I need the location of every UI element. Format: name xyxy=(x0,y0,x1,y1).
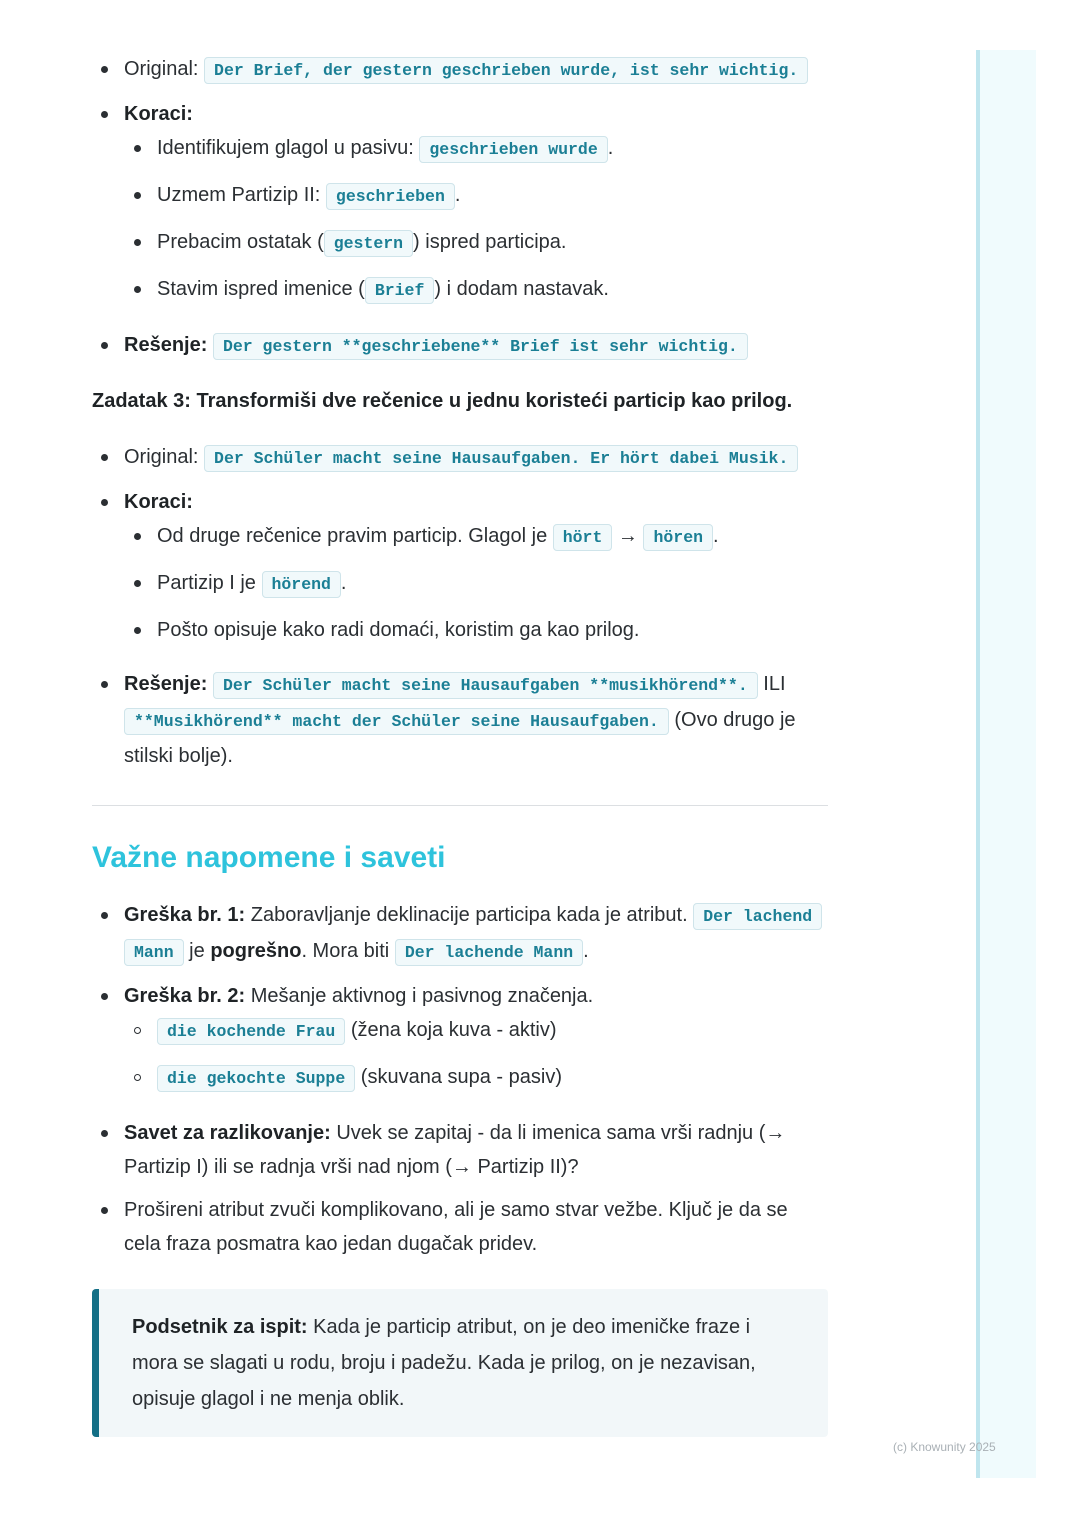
error-2 xyxy=(92,979,828,1096)
code-snippet: Der lachende Mann xyxy=(395,939,583,966)
step-text: Prebacim ostatak ( xyxy=(157,231,324,253)
list-item: Od druge rečenice pravim particip. Glagol je hört → hören . xyxy=(124,519,828,555)
code-snippet: Der Schüler macht seine Hausaufgaben **musikhörend**. xyxy=(213,672,758,699)
error-text: Mešanje aktivnog i pasivnog značenja. xyxy=(250,985,594,1007)
error-text: . Mora biti xyxy=(301,940,390,962)
code-snippet: Der lachend Mann xyxy=(124,903,822,966)
callout-text: Kada je particip atribut, on je deo imeničke fraze i mora se slagati u rodu, broju i padežu. Kada je prilog, on je nezavisan, opisuje glagol i ne menja oblik. xyxy=(132,1316,756,1410)
error-label: Greška br. 2: xyxy=(124,985,246,1007)
code-snippet: hörend xyxy=(262,571,341,598)
or-text: ILI xyxy=(763,673,786,695)
watermark: (c) Knowunity 2025 xyxy=(893,1440,996,1454)
step-text: Od druge rečenice pravim particip. Glagol je xyxy=(157,525,548,547)
step-text: ) i dodam nastavak. xyxy=(434,278,609,300)
code-snippet: die gekochte Suppe xyxy=(157,1065,355,1092)
example-text: (žena koja kuva - aktiv) xyxy=(350,1019,557,1041)
code-snippet: **Musikhörend** macht der Schüler seine Hausaufgaben. xyxy=(124,708,669,735)
tip-label: Savet za razlikovanje: xyxy=(124,1122,331,1144)
step-text: Uzmem Partizip II: xyxy=(157,184,321,206)
ex2-solution xyxy=(92,328,828,364)
error-text: je xyxy=(189,940,205,962)
task-3-title: Zadatak 3: Transformiši dve rečenice u jednu koristeći particip kao prilog. xyxy=(92,390,793,412)
section-divider xyxy=(92,805,828,806)
original-label: Original: xyxy=(124,58,199,80)
solution-label: Rešenje: xyxy=(124,334,208,356)
list-item xyxy=(124,1060,828,1096)
ex2-steps-list xyxy=(124,131,828,308)
solution-note: (Ovo drugo je stilski bolje). xyxy=(124,709,796,767)
task3-steps xyxy=(92,485,828,647)
code-snippet: Brief xyxy=(365,277,435,304)
code-snippet: Der Brief, der gestern geschrieben wurde, ist sehr wichtig. xyxy=(204,57,808,84)
steps-label: Koraci: xyxy=(124,491,193,513)
ex2-original xyxy=(92,52,828,88)
list-item: Uzmem Partizip II: geschrieben . xyxy=(124,178,828,214)
step-text: ) ispred participa. xyxy=(413,231,567,253)
tip-text: Uvek se zapitaj - da li imenica sama vrši radnju (→ Partizip I) ili se radnja vrši nad njom (→ Partizip II)? xyxy=(124,1122,786,1178)
exercise-2-list xyxy=(92,52,828,364)
extended-attribute-note xyxy=(92,1193,828,1261)
error-label: Greška br. 1: xyxy=(124,904,246,926)
step-text: Identifikujem glagol u pasivu: xyxy=(157,137,414,159)
example-text: (skuvana supa - pasiv) xyxy=(360,1066,562,1088)
arrow-icon: → xyxy=(617,525,638,547)
list-item xyxy=(124,613,828,647)
list-item: Identifikujem glagol u pasivu: geschrieben wurde . xyxy=(124,131,828,167)
task3-solution xyxy=(92,667,828,773)
code-snippet: Der gestern **geschriebene** Brief ist sehr wichtig. xyxy=(213,333,748,360)
code-snippet: die kochende Frau xyxy=(157,1018,345,1045)
step-text: Partizip I je xyxy=(157,572,256,594)
side-panel xyxy=(976,50,1036,1478)
notes-list xyxy=(92,898,828,1261)
tip xyxy=(92,1116,828,1184)
error-2-examples xyxy=(124,1013,828,1096)
step-text: Stavim ispred imenice ( xyxy=(157,278,365,300)
document-content xyxy=(92,52,828,1437)
list-item xyxy=(124,1013,828,1049)
section-heading: Važne napomene i saveti xyxy=(92,841,446,874)
list-item xyxy=(124,272,828,308)
callout-label: Podsetnik za ispit: xyxy=(132,1316,308,1338)
exam-reminder-callout xyxy=(92,1289,828,1437)
code-snippet: geschrieben xyxy=(326,183,455,210)
list-item xyxy=(124,225,828,261)
task3-steps-list xyxy=(124,519,828,647)
ex2-steps xyxy=(92,97,828,308)
step-text: Pošto opisuje kako radi domaći, koristim ga kao prilog. xyxy=(157,619,640,641)
list-item: Partizip I je hörend . xyxy=(124,566,828,602)
code-snippet: hören xyxy=(643,524,713,551)
emphasis: pogrešno xyxy=(210,940,302,962)
error-1: Greška br. 1: Zaboravljanje deklinacije participa kada je atribut. Der lachend Mann je pogrešno. Mora biti Der lachende Mann . xyxy=(92,898,828,970)
task3-original xyxy=(92,440,828,476)
error-text: Zaboravljanje deklinacije participa kada je atribut. xyxy=(250,904,688,926)
code-snippet: Der Schüler macht seine Hausaufgaben. Er hört dabei Musik. xyxy=(204,445,798,472)
exercise-3-list xyxy=(92,440,828,773)
note-text: Prošireni atribut zvuči komplikovano, ali je samo stvar vežbe. Ključ je da se cela fraza posmatra kao jedan dugačak pridev. xyxy=(124,1199,788,1255)
steps-label: Koraci: xyxy=(124,103,193,125)
original-label: Original: xyxy=(124,446,199,468)
code-snippet: geschrieben wurde xyxy=(419,136,607,163)
code-snippet: hört xyxy=(553,524,613,551)
code-snippet: gestern xyxy=(324,230,413,257)
solution-label: Rešenje: xyxy=(124,673,208,695)
